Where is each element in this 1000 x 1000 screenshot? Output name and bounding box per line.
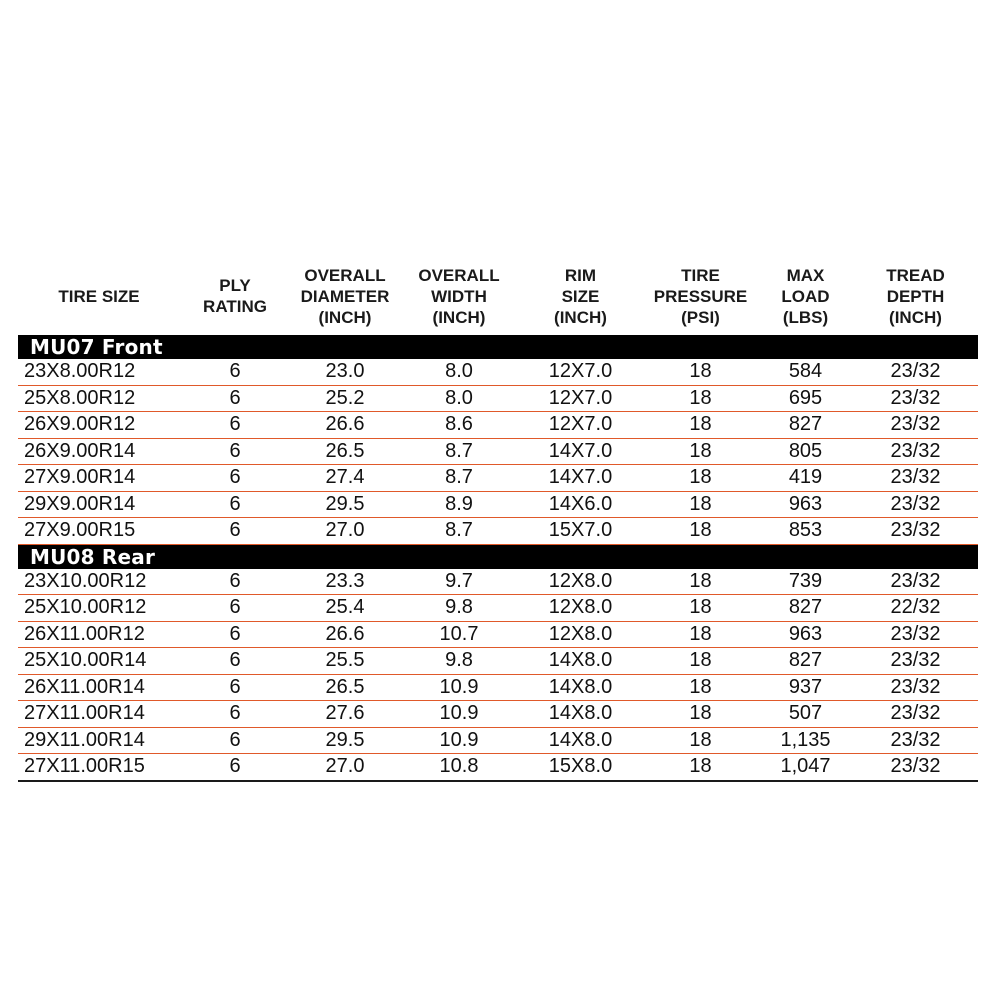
table-row (18, 518, 978, 545)
table-cell: 23/32 (890, 755, 941, 778)
table-row (18, 492, 978, 519)
table-cell: 23/32 (890, 413, 941, 436)
table-row (18, 359, 978, 386)
table-cell: 29X9.00R14 (24, 492, 136, 515)
table-cell: 27.4 (325, 466, 365, 489)
table-header (18, 258, 978, 334)
table-cell: 827 (788, 596, 823, 619)
table-cell: 805 (788, 439, 823, 462)
table-row (18, 412, 978, 439)
table-cell: 8.0 (445, 360, 473, 383)
table-cell: 9.8 (445, 649, 473, 672)
table-cell: 15X8.0 (548, 755, 613, 778)
table-row (18, 754, 978, 782)
table-cell: 23/32 (890, 702, 941, 725)
table-cell: 27X9.00R14 (24, 466, 136, 489)
table-cell: 6 (229, 569, 241, 592)
table-cell: 25X10.00R14 (24, 649, 147, 672)
table-cell: 8.0 (445, 386, 473, 409)
table-cell: 26X11.00R12 (24, 622, 145, 645)
table-cell: 25X8.00R12 (24, 386, 136, 409)
table-cell: 14X8.0 (548, 649, 613, 672)
section-title: MU08 Rear (18, 545, 978, 569)
table-cell: 27.0 (325, 519, 365, 542)
table-cell: 25.4 (325, 596, 365, 619)
table-cell: 8.7 (445, 439, 473, 462)
table-cell: 18 (689, 360, 712, 383)
table-cell: 14X6.0 (548, 492, 613, 515)
table-cell: 23/32 (890, 622, 941, 645)
table-cell: 827 (788, 413, 823, 436)
table-cell: 26X9.00R12 (24, 413, 136, 436)
table-cell: 10.9 (439, 702, 479, 725)
table-cell: 6 (229, 702, 241, 725)
table-cell: 6 (229, 596, 241, 619)
table-cell: 10.8 (439, 755, 479, 778)
table-cell: 9.8 (445, 596, 473, 619)
table-cell: 23/32 (890, 675, 941, 698)
table-row (18, 595, 978, 622)
table-cell: 26.5 (325, 675, 365, 698)
table-cell: 23/32 (890, 466, 941, 489)
header-max-load: MAX LOAD (LBS) (781, 265, 830, 327)
table-cell: 18 (689, 466, 712, 489)
table-cell: 14X8.0 (548, 728, 613, 751)
header-rim-size: RIM SIZE (INCH) (554, 265, 607, 327)
table-cell: 12X7.0 (548, 386, 613, 409)
table-cell: 6 (229, 413, 241, 436)
table-cell: 6 (229, 386, 241, 409)
table-row (18, 675, 978, 702)
table-cell: 18 (689, 519, 712, 542)
table-cell: 14X7.0 (548, 466, 613, 489)
table-cell: 27X11.00R14 (24, 702, 145, 725)
table-cell: 18 (689, 702, 712, 725)
header-tire-size: TIRE SIZE (58, 286, 140, 306)
table-cell: 10.7 (439, 622, 479, 645)
table-cell: 6 (229, 466, 241, 489)
table-cell: 27X9.00R15 (24, 519, 136, 542)
table-cell: 6 (229, 492, 241, 515)
table-cell: 937 (788, 675, 823, 698)
table-cell: 8.7 (445, 519, 473, 542)
table-cell: 25X10.00R12 (24, 596, 147, 619)
table-cell: 10.9 (439, 728, 479, 751)
table-cell: 18 (689, 596, 712, 619)
table-cell: 419 (788, 466, 823, 489)
table-cell: 6 (229, 649, 241, 672)
table-cell: 26.6 (325, 622, 365, 645)
table-cell: 23.3 (325, 569, 365, 592)
header-tire-pressure: TIRE PRESSURE (PSI) (653, 265, 748, 327)
table-cell: 584 (788, 360, 823, 383)
table-cell: 8.9 (445, 492, 473, 515)
table-row (18, 439, 978, 466)
table-cell: 6 (229, 360, 241, 383)
table-row (18, 386, 978, 413)
table-cell: 15X7.0 (548, 519, 613, 542)
table-cell: 22/32 (890, 596, 941, 619)
table-cell: 963 (788, 622, 823, 645)
table-row (18, 465, 978, 492)
table-row (18, 648, 978, 675)
table-cell: 23X8.00R12 (24, 360, 136, 383)
table-cell: 29.5 (325, 728, 365, 751)
table-body (18, 335, 978, 782)
tire-spec-table (18, 258, 978, 782)
table-cell: 18 (689, 755, 712, 778)
table-cell: 23/32 (890, 386, 941, 409)
table-cell: 14X8.0 (548, 675, 613, 698)
table-cell: 963 (788, 492, 823, 515)
table-cell: 10.9 (439, 675, 479, 698)
table-cell: 18 (689, 569, 712, 592)
table-cell: 12X7.0 (548, 360, 613, 383)
table-cell: 14X8.0 (548, 702, 613, 725)
table-cell: 14X7.0 (548, 439, 613, 462)
table-cell: 9.7 (445, 569, 473, 592)
table-cell: 23/32 (890, 439, 941, 462)
table-cell: 6 (229, 622, 241, 645)
table-cell: 27X11.00R15 (24, 755, 145, 778)
table-cell: 12X7.0 (548, 413, 613, 436)
table-cell: 26.6 (325, 413, 365, 436)
table-cell: 507 (788, 702, 823, 725)
table-cell: 25.2 (325, 386, 365, 409)
table-cell: 18 (689, 439, 712, 462)
table-cell: 6 (229, 439, 241, 462)
table-cell: 18 (689, 386, 712, 409)
table-cell: 18 (689, 649, 712, 672)
table-row (18, 622, 978, 649)
table-cell: 827 (788, 649, 823, 672)
table-cell: 1,135 (780, 728, 831, 751)
table-cell: 6 (229, 755, 241, 778)
table-cell: 8.7 (445, 466, 473, 489)
table-cell: 18 (689, 622, 712, 645)
table-cell: 23/32 (890, 492, 941, 515)
header-tread-depth: TREAD DEPTH (INCH) (886, 265, 945, 327)
table-cell: 23/32 (890, 519, 941, 542)
table-cell: 23X10.00R12 (24, 569, 147, 592)
table-cell: 23/32 (890, 649, 941, 672)
table-cell: 739 (788, 569, 823, 592)
table-cell: 26X9.00R14 (24, 439, 136, 462)
table-cell: 12X8.0 (548, 569, 613, 592)
table-row (18, 569, 978, 596)
table-cell: 23.0 (325, 360, 365, 383)
table-cell: 18 (689, 675, 712, 698)
table-cell: 23/32 (890, 569, 941, 592)
table-cell: 695 (788, 386, 823, 409)
table-cell: 26X11.00R14 (24, 675, 145, 698)
table-cell: 12X8.0 (548, 596, 613, 619)
table-cell: 1,047 (780, 755, 831, 778)
table-cell: 23/32 (890, 728, 941, 751)
table-cell: 18 (689, 413, 712, 436)
table-cell: 26.5 (325, 439, 365, 462)
table-cell: 25.5 (325, 649, 365, 672)
header-ply-rating: PLY RATING (203, 276, 267, 316)
table-cell: 27.0 (325, 755, 365, 778)
table-cell: 6 (229, 519, 241, 542)
table-cell: 6 (229, 728, 241, 751)
table-cell: 23/32 (890, 360, 941, 383)
table-cell: 29.5 (325, 492, 365, 515)
header-overall-width: OVERALL WIDTH (INCH) (418, 265, 500, 327)
table-row (18, 728, 978, 755)
table-cell: 853 (788, 519, 823, 542)
table-cell: 29X11.00R14 (24, 728, 145, 751)
table-row (18, 701, 978, 728)
table-cell: 27.6 (325, 702, 365, 725)
section-title: MU07 Front (18, 335, 978, 359)
table-cell: 12X8.0 (548, 622, 613, 645)
table-cell: 8.6 (445, 413, 473, 436)
table-cell: 6 (229, 675, 241, 698)
table-cell: 18 (689, 728, 712, 751)
header-overall-diameter: OVERALL DIAMETER (INCH) (300, 265, 390, 327)
table-cell: 18 (689, 492, 712, 515)
